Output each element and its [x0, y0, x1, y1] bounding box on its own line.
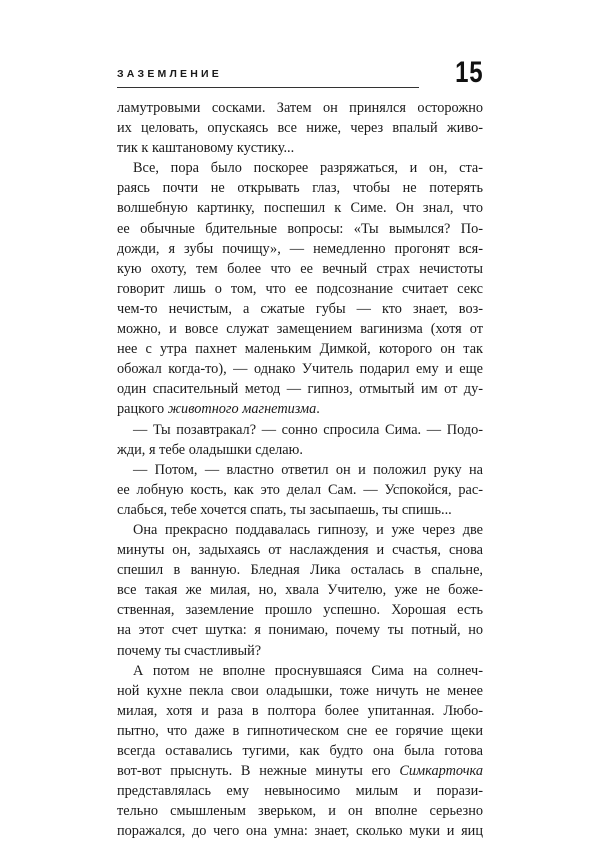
text-line: говорит лишь о том, что ее подсознание считает секс — [117, 280, 483, 297]
body-text — [117, 98, 483, 841]
text-line: обожал когда-то), — однако Учитель подарил ему и еще — [117, 361, 483, 378]
text-line: представлялась ему невыносимо милым и порази- — [117, 783, 483, 800]
text-line: Она прекрасно поддавалась гипнозу, и уже через две — [133, 521, 483, 538]
text-line: ной кухне пекла свои оладышки, тоже ничуть не менее — [117, 682, 483, 699]
text-line: все такая же милая, но, хвала Учителю, уже не боже- — [117, 582, 483, 599]
text-line: поражался, до чего она умна: знает, сколько муки и яиц — [117, 823, 483, 840]
text-line: ее обычные бдительные вопросы: «Ты вымылся? По- — [117, 220, 483, 237]
text-line: минуты он, задыхаясь от наслаждения и счастья, снова — [117, 542, 483, 559]
text-line: милая, хотя и раза в полтора более упитанная. Любо- — [117, 702, 483, 719]
text-line: всегда оставались тугими, как будто она была готова — [117, 743, 483, 759]
text-line: дожди, я зубы почищу», — немедленно прогонят вся- — [117, 240, 483, 257]
text-line: слабься, тебе хочется спать, ты засыпаешь, ты спишь... — [117, 501, 452, 518]
text-line: тельно смышленым зверьком, и он вполне серьезно — [117, 803, 483, 820]
text-line: А потом не вполне проснувшаяся Сима на солнеч- — [133, 662, 483, 679]
text-line: почему ты счастливый? — [117, 642, 262, 659]
section-title: ЗАЗЕМЛЕНИЕ — [117, 68, 222, 80]
text-line: нее с утра пахнет маленьким Димкой, которого он так — [117, 341, 483, 358]
text-line: чем-то нечистым, а сжатые губы — кто знает, воз- — [117, 300, 483, 317]
text-line: спешил в ванную. Бледная Лика осталась в спальне, — [117, 562, 483, 579]
header-rule — [117, 87, 419, 88]
text-line: жди, я тебе оладышки сделаю. — [117, 441, 303, 458]
text-line: рацкого животного магнетизма. — [117, 401, 320, 418]
text-line: на этот счет шутка: я понимаю, почему ты потный, но — [117, 622, 483, 639]
text-line: ственная, заземление прошло успешно. Хорошая есть — [117, 602, 483, 619]
text-line: — Ты позавтракал? — сонно спросила Сима. — Подо- — [133, 421, 483, 438]
text-line: волшебную картинку, поспешил к Симе. Он знал, что — [117, 200, 483, 217]
running-head — [117, 50, 483, 88]
text-line: Все, пора было поскорее разряжаться, и он, ста- — [133, 160, 483, 177]
text-line: ламутровыми сосками. Затем он принялся осторожно — [117, 100, 483, 116]
text-line: их целовать, опускаясь все ниже, через впалый живо- — [117, 120, 483, 137]
text-line: вот-вот прыснуть. В нежные минуты его Симкарточка — [117, 763, 483, 780]
text-line: можно, и вовсе служат замещением вагинизма (хотя от — [117, 321, 483, 338]
text-line: пытно, что даже в гипнотическом сне ее горячие щеки — [117, 722, 483, 739]
text-line: раясь почти не открывать глаз, чтобы не потерять — [117, 180, 483, 197]
text-line: тик к каштановому кустику... — [117, 140, 295, 157]
text-line: один спасительный метод — гипноз, отмытый им от ду- — [117, 381, 483, 398]
text-line: кую охоту, тем более что ее вечный страх нечистоты — [117, 260, 483, 277]
text-line: ее лобную кость, как это делал Сам. — Успокойся, рас- — [117, 481, 483, 498]
text-line: — Потом, — властно ответил он и положил руку на — [133, 461, 483, 478]
page-number: 15 — [454, 56, 483, 89]
